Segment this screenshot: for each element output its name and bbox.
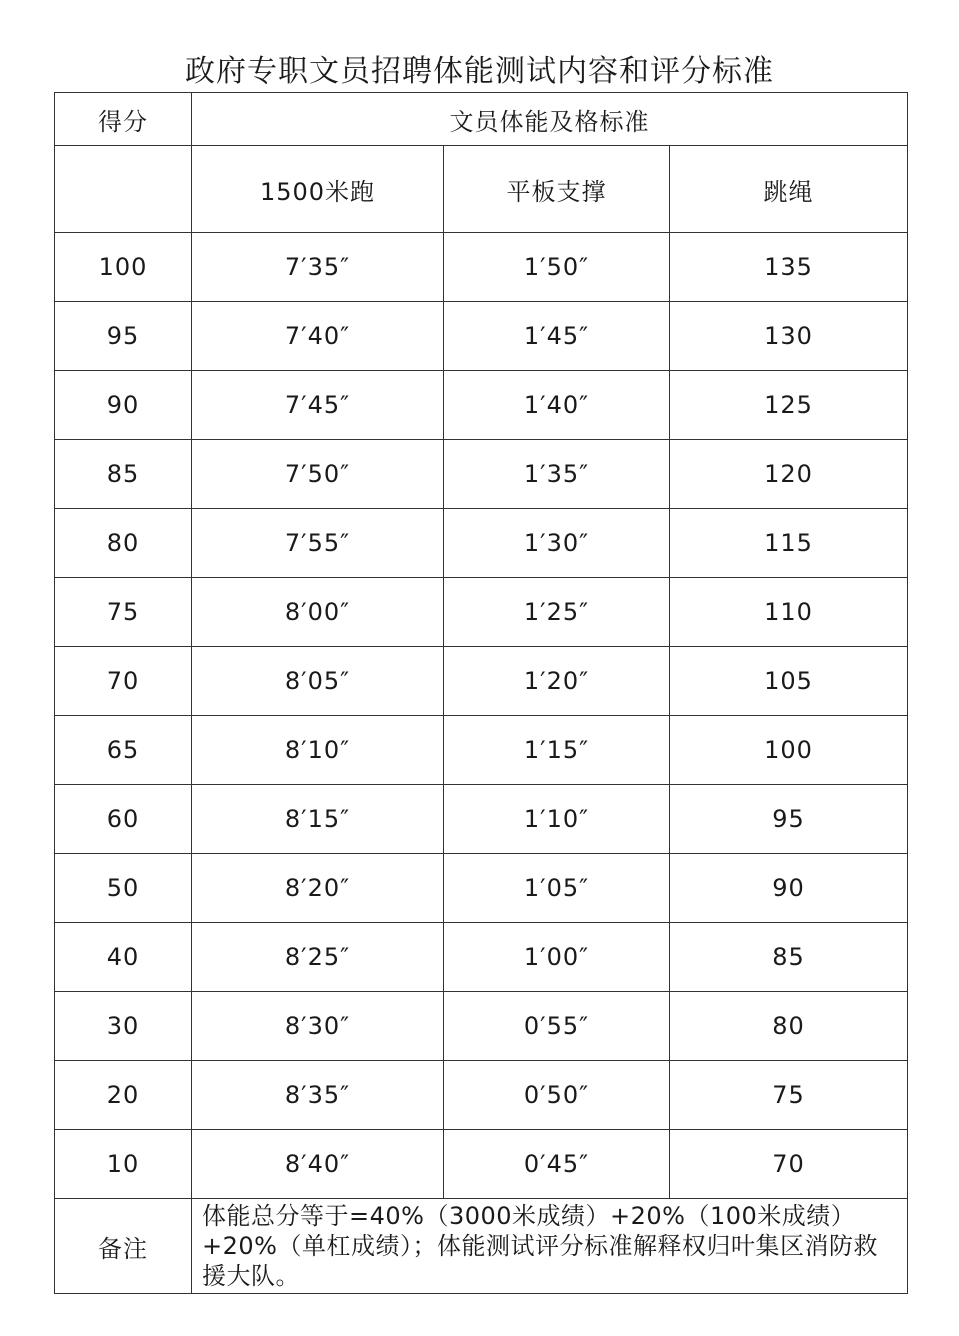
note-text: 体能总分等于=40%（3000米成绩）+20%（100米成绩）+20%（单杠成绩）；体能测试评分标准解释权归叶集区消防救援大队。 (192, 1199, 908, 1294)
rope-count-cell: 85 (670, 923, 908, 992)
plank-time-cell: 1′00″ (444, 923, 670, 992)
plank-time-cell: 1′15″ (444, 716, 670, 785)
rope-count-cell: 75 (670, 1061, 908, 1130)
plank-time-cell: 0′50″ (444, 1061, 670, 1130)
score-cell: 30 (55, 992, 192, 1061)
run-time-cell: 8′10″ (192, 716, 444, 785)
table-row (55, 371, 908, 440)
column-header-plank: 平板支撑 (444, 146, 670, 233)
header-row-2 (55, 146, 908, 233)
table-row (55, 578, 908, 647)
run-time-cell: 8′20″ (192, 854, 444, 923)
table-row (55, 923, 908, 992)
table-row (55, 854, 908, 923)
score-cell: 95 (55, 302, 192, 371)
plank-time-cell: 1′35″ (444, 440, 670, 509)
run-time-cell: 7′45″ (192, 371, 444, 440)
score-cell: 20 (55, 1061, 192, 1130)
note-label: 备注 (55, 1199, 192, 1294)
table-row (55, 992, 908, 1061)
rope-count-cell: 90 (670, 854, 908, 923)
plank-time-cell: 1′20″ (444, 647, 670, 716)
table-row (55, 716, 908, 785)
rope-count-cell: 95 (670, 785, 908, 854)
header-row-1 (55, 93, 908, 146)
rope-count-cell: 80 (670, 992, 908, 1061)
plank-time-cell: 1′45″ (444, 302, 670, 371)
scoring-table (54, 92, 908, 1294)
run-time-cell: 8′40″ (192, 1130, 444, 1199)
rope-count-cell: 135 (670, 233, 908, 302)
rope-count-cell: 70 (670, 1130, 908, 1199)
table-row (55, 233, 908, 302)
page-title: 政府专职文员招聘体能测试内容和评分标准 (185, 54, 774, 89)
score-cell: 75 (55, 578, 192, 647)
rope-count-cell: 120 (670, 440, 908, 509)
plank-time-cell: 1′40″ (444, 371, 670, 440)
table-row (55, 1130, 908, 1199)
score-cell: 40 (55, 923, 192, 992)
rope-count-cell: 100 (670, 716, 908, 785)
plank-time-cell: 1′05″ (444, 854, 670, 923)
table-row (55, 509, 908, 578)
score-cell: 70 (55, 647, 192, 716)
score-cell: 60 (55, 785, 192, 854)
rope-count-cell: 105 (670, 647, 908, 716)
run-time-cell: 7′50″ (192, 440, 444, 509)
rope-count-cell: 115 (670, 509, 908, 578)
run-time-cell: 8′05″ (192, 647, 444, 716)
plank-time-cell: 1′50″ (444, 233, 670, 302)
score-header: 得分 (55, 93, 192, 146)
score-cell: 85 (55, 440, 192, 509)
score-cell: 65 (55, 716, 192, 785)
group-header: 文员体能及格标准 (192, 93, 908, 146)
rope-count-cell: 125 (670, 371, 908, 440)
note-row (55, 1199, 908, 1294)
score-cell: 90 (55, 371, 192, 440)
score-cell: 100 (55, 233, 192, 302)
empty-header-cell (55, 146, 192, 233)
table-row (55, 785, 908, 854)
plank-time-cell: 0′55″ (444, 992, 670, 1061)
run-time-cell: 8′25″ (192, 923, 444, 992)
table-row (55, 440, 908, 509)
column-header-run: 1500米跑 (192, 146, 444, 233)
plank-time-cell: 1′30″ (444, 509, 670, 578)
score-cell: 80 (55, 509, 192, 578)
run-time-cell: 8′00″ (192, 578, 444, 647)
run-time-cell: 7′40″ (192, 302, 444, 371)
plank-time-cell: 0′45″ (444, 1130, 670, 1199)
column-header-rope: 跳绳 (670, 146, 908, 233)
run-time-cell: 8′15″ (192, 785, 444, 854)
score-cell: 50 (55, 854, 192, 923)
plank-time-cell: 1′10″ (444, 785, 670, 854)
run-time-cell: 8′30″ (192, 992, 444, 1061)
run-time-cell: 7′55″ (192, 509, 444, 578)
rope-count-cell: 110 (670, 578, 908, 647)
plank-time-cell: 1′25″ (444, 578, 670, 647)
table-row (55, 302, 908, 371)
rope-count-cell: 130 (670, 302, 908, 371)
run-time-cell: 8′35″ (192, 1061, 444, 1130)
table-row (55, 647, 908, 716)
score-cell: 10 (55, 1130, 192, 1199)
table-row (55, 1061, 908, 1130)
run-time-cell: 7′35″ (192, 233, 444, 302)
